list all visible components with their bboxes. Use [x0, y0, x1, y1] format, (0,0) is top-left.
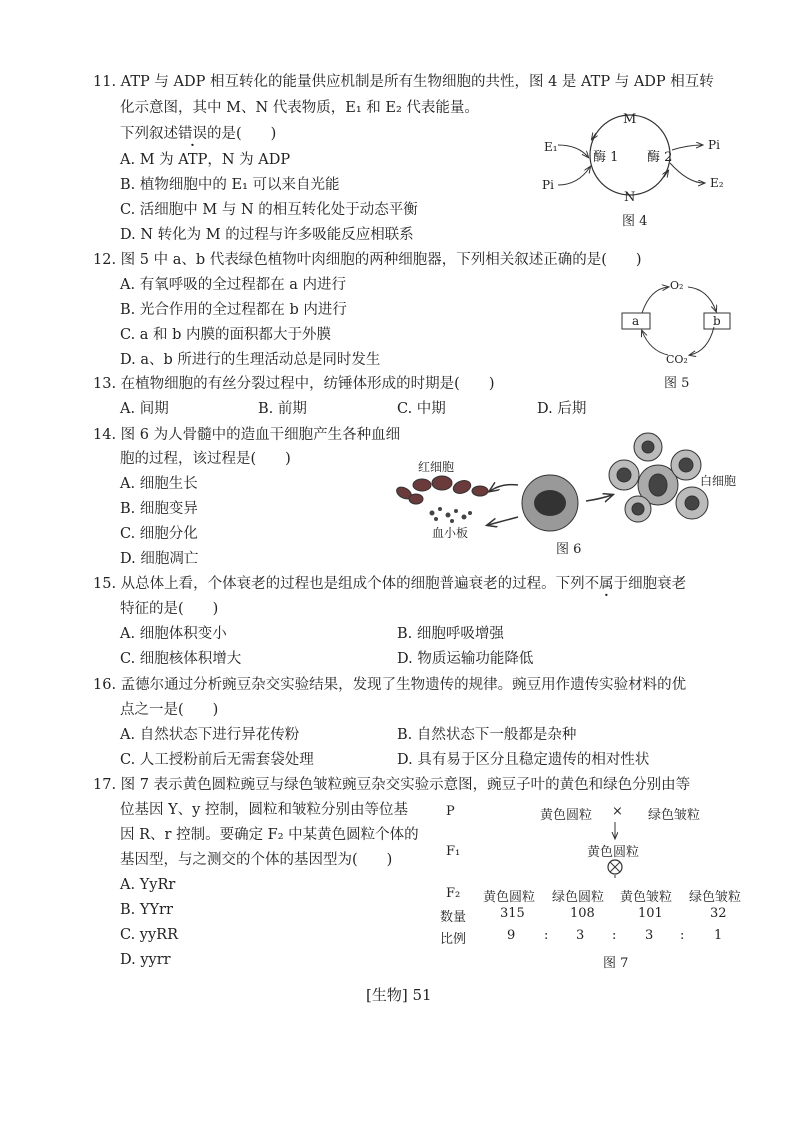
label-p: P [446, 804, 455, 819]
figure-4-atp-cycle [530, 105, 740, 230]
f2-count-2: 108 [570, 906, 595, 921]
f2-ratio-4: 1 [714, 928, 723, 943]
q14-option-d: D. 细胞凋亡 [120, 551, 199, 567]
q13-option-a: A. 间期 [120, 401, 169, 417]
q16-stem-line2: 点之一是( ) [120, 702, 219, 718]
label-b: b [713, 314, 721, 328]
q12-option-d: D. a、b 所进行的生理活动总是同时发生 [120, 352, 381, 368]
label-e2: E₂ [710, 176, 724, 190]
q14-option-a: A. 细胞生长 [120, 476, 198, 492]
q12-option-a: A. 有氧呼吸的全过程都在 a 内进行 [120, 277, 347, 293]
q13-stem: 13. 在植物细胞的有丝分裂过程中，纺锤体形成的时期是( ) [93, 376, 495, 392]
footer-subject: 生物 [371, 986, 402, 1004]
p-parent-right: 绿色皱粒 [648, 808, 701, 823]
label-platelet: 血小板 [432, 526, 469, 540]
q11-option-c: C. 活细胞中 M 与 N 的相互转化处于动态平衡 [120, 202, 418, 218]
q16-option-d: D. 具有易于区分且稳定遗传的相对性状 [397, 752, 650, 768]
label-o2: O₂ [670, 279, 684, 292]
emphasis-text: 错误 [178, 126, 207, 142]
q17-option-b: B. YYrr [120, 902, 173, 918]
q16-option-c: C. 人工授粉前后无需套袋处理 [120, 752, 314, 768]
label-count: 数量 [440, 910, 467, 925]
q15-option-a: A. 细胞体积变小 [120, 626, 227, 642]
q17-option-a: A. YyRr [120, 877, 176, 893]
white-blood-cells-illustration [609, 433, 708, 522]
label-ratio: 比例 [440, 932, 467, 947]
label-f1: F₁ [446, 844, 461, 859]
q17-option-c: C. yyRR [120, 927, 179, 943]
label-co2: CO₂ [666, 353, 688, 366]
q16-stem-line1: 16. 孟德尔通过分析豌豆杂交实验结果，发现了生物遗传的规律。豌豆用作遗传实验材料的优 [93, 677, 687, 693]
f2-count-4: 32 [710, 906, 727, 921]
label-a: a [632, 314, 640, 328]
q17-stem-line4: 基因型，与之测交的个体的基因型为( ) [120, 852, 393, 868]
label-f2: F₂ [446, 886, 461, 901]
q15-option-b: B. 细胞呼吸增强 [397, 626, 504, 642]
label-e1: E₁ [544, 140, 558, 154]
q17-stem-line2: 位基因 Y、y 控制，圆粒和皱粒分别由等位基 [120, 802, 408, 818]
page-number: 51 [412, 986, 432, 1004]
f2-count-1: 315 [500, 906, 525, 921]
q11-question: 下列叙述错误的是( ) [120, 126, 277, 142]
figure-4-caption: 图 4 [622, 214, 648, 229]
f2-type-3: 黄色皱粒 [620, 890, 673, 905]
q16-option-b: B. 自然状态下一般都是杂种 [397, 727, 577, 743]
figure-7-caption: 图 7 [603, 956, 629, 971]
f1-phenotype: 黄色圆粒 [587, 845, 640, 860]
label-pi-left: Pi [542, 178, 554, 192]
figure-5-organelles [610, 275, 740, 390]
label-enzyme-2: 酶 2 [647, 150, 673, 165]
q11-option-d: D. N 转化为 M 的过程与许多吸能反应相联系 [120, 227, 414, 243]
label-enzyme-1: 酶 1 [593, 150, 619, 165]
ratio-colon: : [612, 928, 617, 943]
q12-option-c: C. a 和 b 内膜的面积都大于外膜 [120, 327, 332, 343]
q11-option-a: A. M 为 ATP，N 为 ADP [120, 152, 291, 168]
q12-stem: 12. 图 5 中 a、b 代表绿色植物叶肉细胞的两种细胞器，下列相关叙述正确的是( ) [93, 252, 642, 268]
label-n: N [624, 190, 636, 205]
f2-count-3: 101 [638, 906, 663, 921]
figure-6-hematopoiesis [390, 425, 745, 560]
f2-ratio-2: 3 [576, 928, 585, 943]
f2-type-1: 黄色圆粒 [483, 890, 536, 905]
q16-option-a: A. 自然状态下进行异花传粉 [120, 727, 300, 743]
label-pi-right: Pi [708, 138, 720, 152]
q17-option-d: D. yyrr [120, 952, 171, 968]
stem-cell-illustration [522, 475, 578, 531]
figure-6-caption: 图 6 [556, 542, 582, 557]
label-white-blood-cell: 白细胞 [700, 474, 737, 488]
q13-option-b: B. 前期 [258, 401, 307, 417]
q14-option-b: B. 细胞变异 [120, 501, 198, 517]
q14-option-c: C. 细胞分化 [120, 526, 198, 542]
label-m: M [623, 112, 637, 127]
q17-stem-line3: 因 R、r 控制。要确定 F₂ 中某黄色圆粒个体的 [120, 827, 419, 843]
q13-option-c: C. 中期 [397, 401, 446, 417]
red-blood-cells-illustration [395, 476, 488, 504]
f2-ratio-3: 3 [645, 928, 654, 943]
label-red-blood-cell: 红细胞 [418, 460, 455, 474]
q11-option-b: B. 植物细胞中的 E₁ 可以来自光能 [120, 177, 340, 193]
q13-option-d: D. 后期 [537, 401, 587, 417]
f2-type-2: 绿色圆粒 [552, 890, 605, 905]
ratio-colon: : [680, 928, 685, 943]
page-footer: [生物] 51 [366, 986, 432, 1004]
f2-type-4: 绿色皱粒 [689, 890, 742, 905]
q12-option-b: B. 光合作用的全过程都在 b 内进行 [120, 302, 347, 318]
q11-stem-line1: 11. ATP 与 ADP 相互转化的能量供应机制是所有生物细胞的共性，图 4 是 ATP 与 ADP 相互转 [93, 74, 714, 90]
q17-stem-line1: 17. 图 7 表示黄色圆粒豌豆与绿色皱粒豌豆杂交实验示意图，豌豆子叶的黄色和绿色分别由等 [93, 777, 691, 793]
platelets-illustration [430, 507, 473, 523]
p-parent-left: 黄色圆粒 [540, 808, 593, 823]
q14-stem-line1: 14. 图 6 为人骨髓中的造血干细胞产生各种血细 [93, 427, 401, 443]
q15-option-d: D. 物质运输功能降低 [397, 651, 534, 667]
q15-option-c: C. 细胞核体积增大 [120, 651, 242, 667]
cross-symbol: × [612, 804, 623, 819]
emphasis-text: 不属于 [584, 576, 629, 592]
q14-stem-line2: 胞的过程，该过程是( ) [120, 451, 291, 467]
figure-5-caption: 图 5 [664, 376, 690, 390]
q11-stem-line2: 化示意图，其中 M、N 代表物质，E₁ 和 E₂ 代表能量。 [120, 100, 479, 116]
q15-stem-line1: 15. 从总体上看，个体衰老的过程也是组成个体的细胞普遍衰老的过程。下列不属于细胞衰老 [93, 576, 687, 592]
q15-stem-line2: 特征的是( ) [120, 601, 219, 617]
ratio-colon: : [544, 928, 549, 943]
f2-ratio-1: 9 [507, 928, 516, 943]
